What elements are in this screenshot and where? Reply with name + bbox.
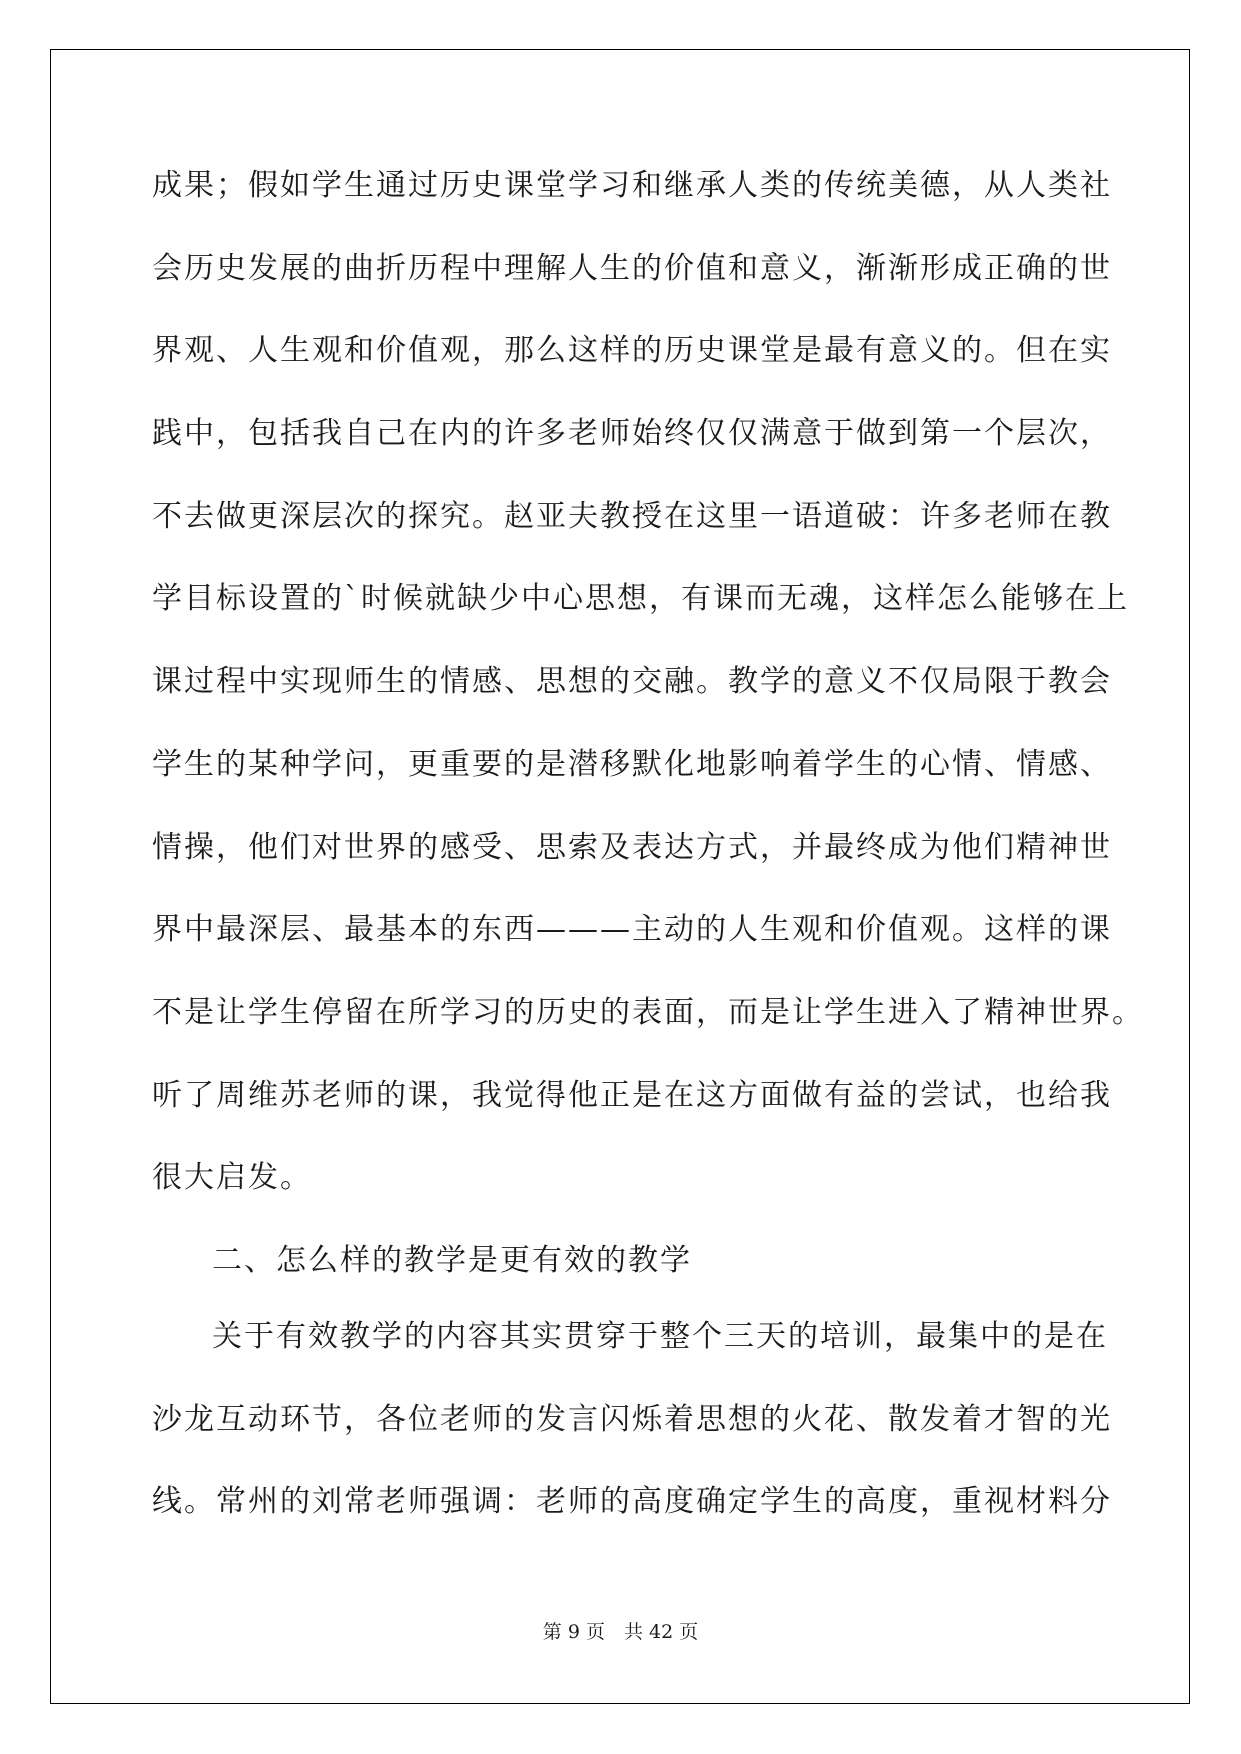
text-line: 不是让学生停留在所学习的历史的表面，而是让学生进入了精神世界。 [152, 994, 1144, 1030]
text-line: 成果；假如学生通过历史课堂学习和继承人类的传统美德，从人类社 [152, 168, 1112, 203]
text-line: 沙龙互动环节，各位老师的发言闪烁着思想的火花、散发着才智的光 [152, 1401, 1112, 1437]
text-line: 学目标设置的`时候就缺少中心思想，有课而无魂，这样怎么能够在上 [152, 581, 1129, 617]
text-line: 界观、人生观和价值观，那么这样的历史课堂是最有意义的。但在实 [152, 333, 1112, 369]
text-line: 不去做更深层次的探究。赵亚夫教授在这里一语道破：许多老师在教 [152, 498, 1112, 534]
text-line: 会历史发展的曲折历程中理解人生的价值和意义，渐渐形成正确的世 [152, 250, 1112, 286]
text-line: 课过程中实现师生的情感、思想的交融。教学的意义不仅局限于教会 [152, 664, 1112, 700]
text-line: 情操，他们对世界的感受、思索及表达方式，并最终成为他们精神世 [152, 829, 1112, 865]
text-line: 践中，包括我自己在内的许多老师始终仅仅满意于做到第一个层次， [152, 416, 1112, 452]
text-line: 很大启发。 [152, 1160, 312, 1196]
document-body [152, 161, 1144, 1560]
section-heading: 二、怎么样的教学是更有效的教学 [212, 1242, 692, 1278]
text-line: 界中最深层、最基本的东西———主动的人生观和价值观。这样的课 [152, 912, 1112, 948]
text-line: 学生的某种学问，更重要的是潜移默化地影响着学生的心情、情感、 [152, 746, 1112, 782]
paragraph-first-line: 关于有效教学的内容其实贯穿于整个三天的培训，最集中的是在 [212, 1318, 1108, 1354]
text-line: 听了周维苏老师的课，我觉得他正是在这方面做有益的尝试，也给我 [152, 1077, 1112, 1113]
text-line: 线。常州的刘常老师强调：老师的高度确定学生的高度，重视材料分 [152, 1484, 1112, 1520]
page-number-footer: 第 9 页 共 42 页 [542, 1621, 699, 1643]
